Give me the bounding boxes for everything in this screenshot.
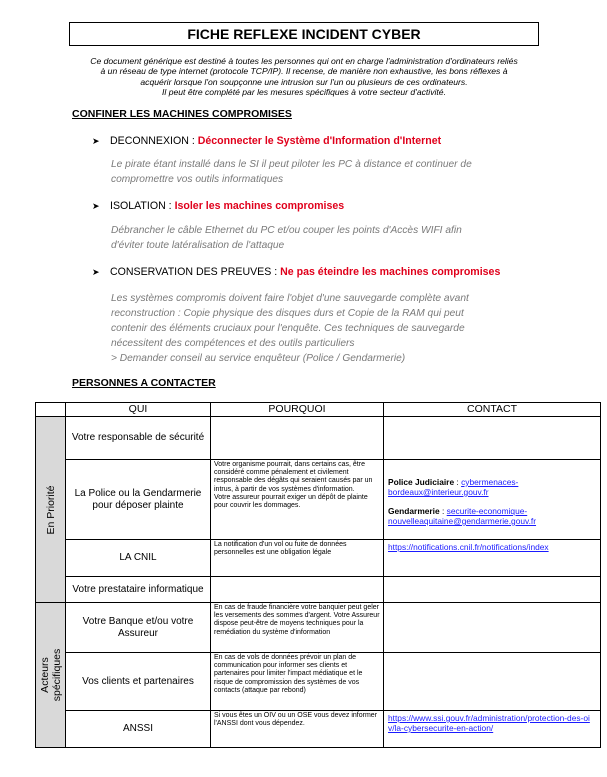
gendarmerie-email-link[interactable]: securite-economique-nouvelleaquitaine@gendarmerie.gouv.fr: [388, 506, 537, 526]
bullet-label: DECONNEXION :: [110, 135, 198, 147]
bullet-isolation: [92, 200, 344, 212]
description-line: Les systèmes compromis doivent faire l'objet d'une sauvegarde complète avant: [111, 293, 469, 304]
bullet-description: [111, 223, 531, 253]
police-email-link[interactable]: cybermenaces-bordeaux@interieur.gouv.fr: [388, 477, 519, 497]
section-confiner-title: CONFINER LES MACHINES COMPROMISES: [72, 108, 292, 120]
cnil-link[interactable]: https://notifications.cnil.fr/notifications/index: [388, 542, 549, 552]
contact-cell: [384, 417, 601, 460]
document-title: FICHE REFLEXE INCIDENT CYBER: [69, 22, 539, 46]
group-label-acteurs: [36, 603, 66, 748]
contact-cell: [384, 711, 601, 748]
arrow-bullet-icon: ➤: [92, 267, 100, 277]
intro-line: Il peut être complété par les mesures spécifiques à votre secteur d'activité.: [162, 87, 446, 98]
description-line: contenir des éléments cruciaux pour l'enquête. Ces techniques de sauvegarde: [111, 323, 465, 334]
table-row: [36, 653, 601, 711]
pourquoi-cell: [211, 417, 384, 460]
bullet-action: Isoler les machines compromises: [174, 200, 345, 212]
table-row: [36, 417, 601, 460]
section-contacts-title: PERSONNES A CONTACTER: [72, 377, 216, 389]
description-line: compromettre vos outils informatiques: [111, 174, 284, 185]
description-line: d'éviter toute latéralisation de l'attaque: [111, 240, 285, 251]
intro-line: Ce document générique est destiné à toutes les personnes qui ont en charge l'administration d'ordinateurs reliés: [90, 56, 518, 66]
intro-paragraph: [64, 56, 544, 98]
intro-line: acquérir lorsque l'on soupçonne une intrusion sur l'un ou plusieurs de ces ordinateurs.: [140, 76, 468, 87]
table-row: [36, 603, 601, 653]
header-group-cell: [36, 403, 66, 417]
table-row: [36, 711, 601, 748]
description-line: nécessitent des compétences et des outils particuliers: [111, 338, 355, 349]
bullet-description: [111, 157, 531, 187]
arrow-bullet-icon: ➤: [92, 136, 100, 146]
bullet-action: Ne pas éteindre les machines compromises: [280, 266, 501, 278]
group-label-priorite: [36, 417, 66, 603]
bullet-deconnexion: [92, 135, 441, 147]
bullet-action: Déconnecter le Système d'Information d'Internet: [197, 135, 442, 147]
pourquoi-text: Votre organisme pourrait, dans certains cas, être considéré comme pénalement et civilement responsable des dégâts qui seraient causés par un intrus, à partir de vos systèmes d'information.: [214, 461, 373, 493]
bullet-description: [111, 291, 531, 366]
qui-cell: ANSSI: [66, 711, 211, 748]
contact-label: Gendarmerie: [388, 506, 440, 516]
qui-cell: Vos clients et partenaires: [66, 653, 211, 711]
table-row: [36, 540, 601, 577]
group-label-text: En Priorité: [44, 484, 57, 535]
description-line: Débrancher le câble Ethernet du PC et/ou couper les points d'Accès WIFI afin: [111, 225, 462, 236]
contact-police: [388, 477, 596, 497]
bullet-label: ISOLATION :: [110, 200, 175, 212]
contact-cell: [384, 603, 601, 653]
qui-cell: La Police ou la Gendarmerie pour déposer plainte: [66, 460, 211, 540]
pourquoi-text: Votre assureur pourrait exiger un dépôt de plainte pour couvrir les dommages.: [214, 493, 368, 510]
header-qui: QUI: [66, 403, 211, 417]
contact-cell: [384, 540, 601, 577]
header-pourquoi: POURQUOI: [211, 403, 384, 417]
qui-cell: LA CNIL: [66, 540, 211, 577]
group-label-text: Acteurs spécifiques: [38, 648, 63, 702]
contact-separator: :: [454, 477, 462, 487]
intro-line: à un réseau de type internet (protocole TCP/IP). Il recense, de manière non exhaustive, les bons réflexes à: [100, 66, 508, 77]
contacts-table: [35, 402, 601, 748]
pourquoi-cell: Si vous êtes un OIV ou un OSE vous devez informer l'ANSSI dont vous dépendez.: [211, 711, 384, 748]
description-line: > Demander conseil au service enquêteur (Police / Gendarmerie): [111, 353, 406, 364]
pourquoi-cell: En cas de vols de données prévoir un plan de communication pour informer ses clients et partenaires pour limiter l'impact médiatique et le risque de compromission des systèmes de vos contacts (attaque par rebond): [211, 653, 384, 711]
contact-cell: [384, 460, 601, 540]
contact-gendarmerie: [388, 506, 596, 526]
pourquoi-cell: La notification d'un vol ou fuite de données personnelles est une obligation légale: [211, 540, 384, 577]
qui-cell: Votre responsable de sécurité: [66, 417, 211, 460]
contact-cell: [384, 577, 601, 603]
table-header-row: [36, 403, 601, 417]
contact-label: Police Judiciaire: [388, 477, 455, 487]
contact-cell: [384, 653, 601, 711]
header-contact: CONTACT: [384, 403, 601, 417]
anssi-link[interactable]: https://www.ssi.gouv.fr/administration/protection-des-oiv/la-cybersecurite-en-action/: [388, 713, 590, 733]
pourquoi-cell: [211, 460, 384, 540]
table-row: [36, 577, 601, 603]
pourquoi-cell: [211, 577, 384, 603]
qui-cell: Votre prestataire informatique: [66, 577, 211, 603]
contact-separator: :: [439, 506, 447, 516]
description-line: Le pirate étant installé dans le SI il peut piloter les PC à distance et continuer de: [111, 159, 472, 170]
table-row: [36, 460, 601, 540]
pourquoi-cell: En cas de fraude financière votre banquier peut geler les versements des sommes d'argent. Votre Assureur dispose peut-être de moyens techniques pour la remédiation du système d'information: [211, 603, 384, 653]
bullet-label: CONSERVATION DES PREUVES :: [110, 266, 281, 278]
qui-cell: Votre Banque et/ou votre Assureur: [66, 603, 211, 653]
arrow-bullet-icon: ➤: [92, 201, 100, 211]
description-line: reconstruction : Copie physique des disques durs et Copie de la RAM qui peut: [111, 308, 464, 319]
bullet-conservation: [92, 266, 500, 278]
